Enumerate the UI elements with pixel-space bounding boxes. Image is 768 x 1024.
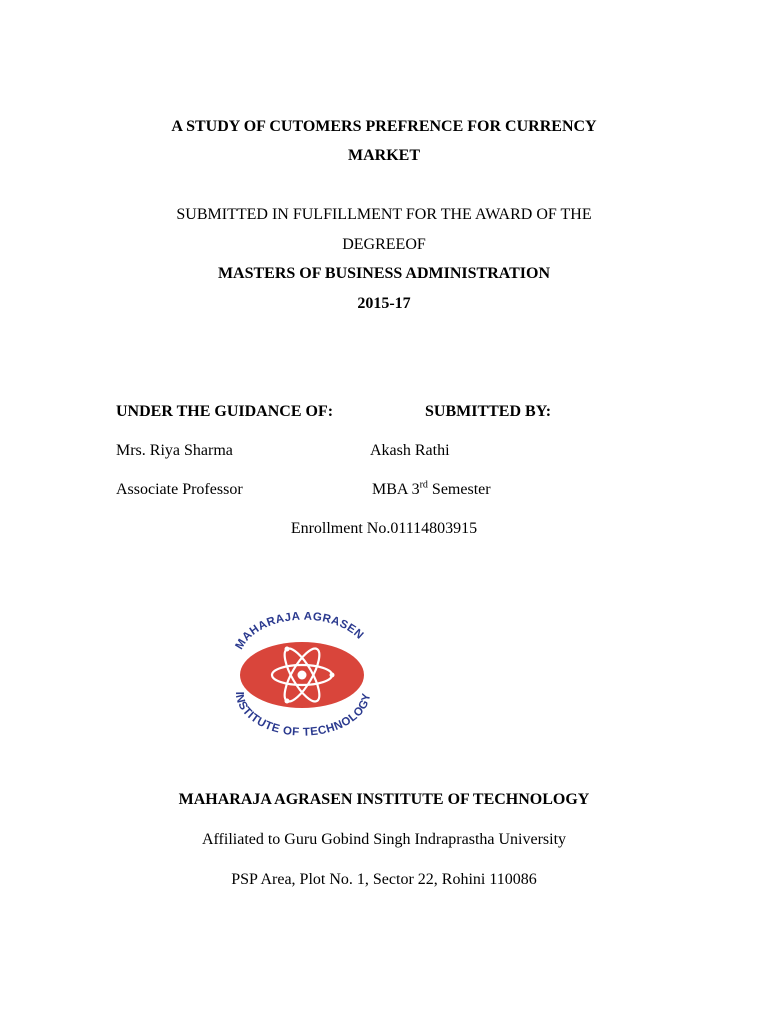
logo-top-text: MAHARAJA AGRASEN: [233, 612, 366, 652]
program-ordinal-suffix: rd: [419, 479, 428, 491]
program-prefix: MBA 3: [372, 481, 420, 498]
institute-logo: [228, 612, 378, 742]
thesis-title-line-1: A STUDY OF CUTOMERS PREFRENCE FOR CURRENCY: [171, 118, 597, 135]
student-name: Akash Rathi: [370, 442, 450, 459]
academic-year: 2015-17: [357, 295, 411, 312]
guide-name: Mrs. Riya Sharma: [116, 442, 233, 459]
enrollment-number: Enrollment No.01114803915: [290, 520, 478, 537]
thesis-title-line-2: MARKET: [348, 147, 420, 164]
logo-bottom-text: INSTITUTE OF TECHNOLOGY: [232, 691, 374, 739]
program-suffix: Semester: [427, 481, 491, 498]
student-program: [372, 480, 491, 500]
atom-emblem-icon: [228, 612, 378, 742]
degree-name: MASTERS OF BUSINESS ADMINISTRATION: [217, 265, 551, 282]
submission-statement-line-1: SUBMITTED IN FULFILLMENT FOR THE AWARD OF THE: [176, 206, 592, 223]
submitted-by-heading: SUBMITTED BY:: [425, 403, 552, 420]
institute-affiliation: Affiliated to Guru Gobind Singh Indraprastha University: [201, 831, 567, 848]
institute-name: MAHARAJA AGRASEN INSTITUTE OF TECHNOLOGY: [178, 791, 590, 808]
guide-designation: Associate Professor: [116, 481, 243, 498]
guidance-heading: UNDER THE GUIDANCE OF:: [116, 403, 334, 420]
institute-address: PSP Area, Plot No. 1, Sector 22, Rohini 110086: [231, 871, 537, 888]
submission-statement-line-2: DEGREEOF: [342, 236, 426, 253]
